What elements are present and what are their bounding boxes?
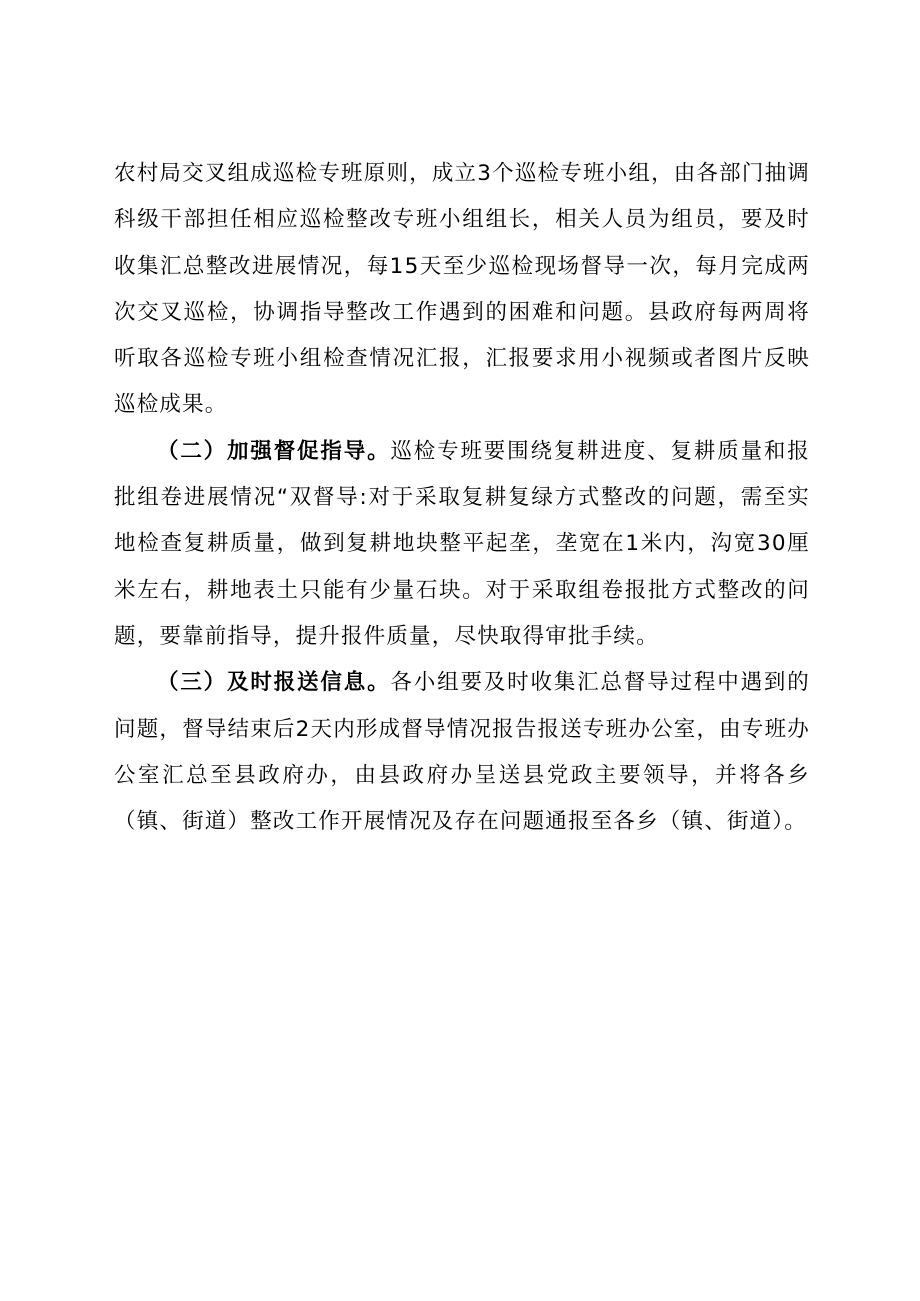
paragraph-continuation bbox=[114, 151, 810, 429]
document-body bbox=[114, 151, 810, 845]
paragraph-text: 巡检专班要围绕复耕进度、复耕质量和报批组卷进展情况“双督导:对于采取复耕复绿方式整改的问题，需至实地检查复耕质量，做到复耕地块整平起垄，垄宽在1米内，沟宽30厘米左右，耕地表土只能有少量石块。对于采取组卷报批方式整改的问题，要靠前指导，提升报件质量，尽快取得审批手续。 bbox=[114, 438, 810, 649]
paragraph-text: 各小组要及时收集汇总督导过程中遇到的问题，督导结束后2天内形成督导情况报告报送专班办公室，由专班办公室汇总至县政府办，由县政府办呈送县党政主要领导，并将各乡（镇、街道）整改工作开展情况及存在问题通报至各乡（镇、街道）。 bbox=[114, 670, 810, 835]
section-heading: （三）及时报送信息。 bbox=[157, 670, 391, 696]
paragraph-report-information bbox=[114, 660, 810, 845]
section-heading: （二）加强督促指导。 bbox=[157, 438, 391, 464]
paragraph-strengthen-supervision bbox=[114, 429, 810, 660]
paragraph-text: 农村局交叉组成巡检专班原则，成立3个巡检专班小组，由各部门抽调科级干部担任相应巡检整改专班小组组长，相关人员为组员，要及时收集汇总整改进展情况，每15天至少巡检现场督导一次，每月完成两次交叉巡检，协调指导整改工作遇到的困难和问题。县政府每两周将听取各巡检专班小组检查情况汇报，汇报要求用小视频或者图片反映巡检成果。 bbox=[114, 161, 810, 418]
